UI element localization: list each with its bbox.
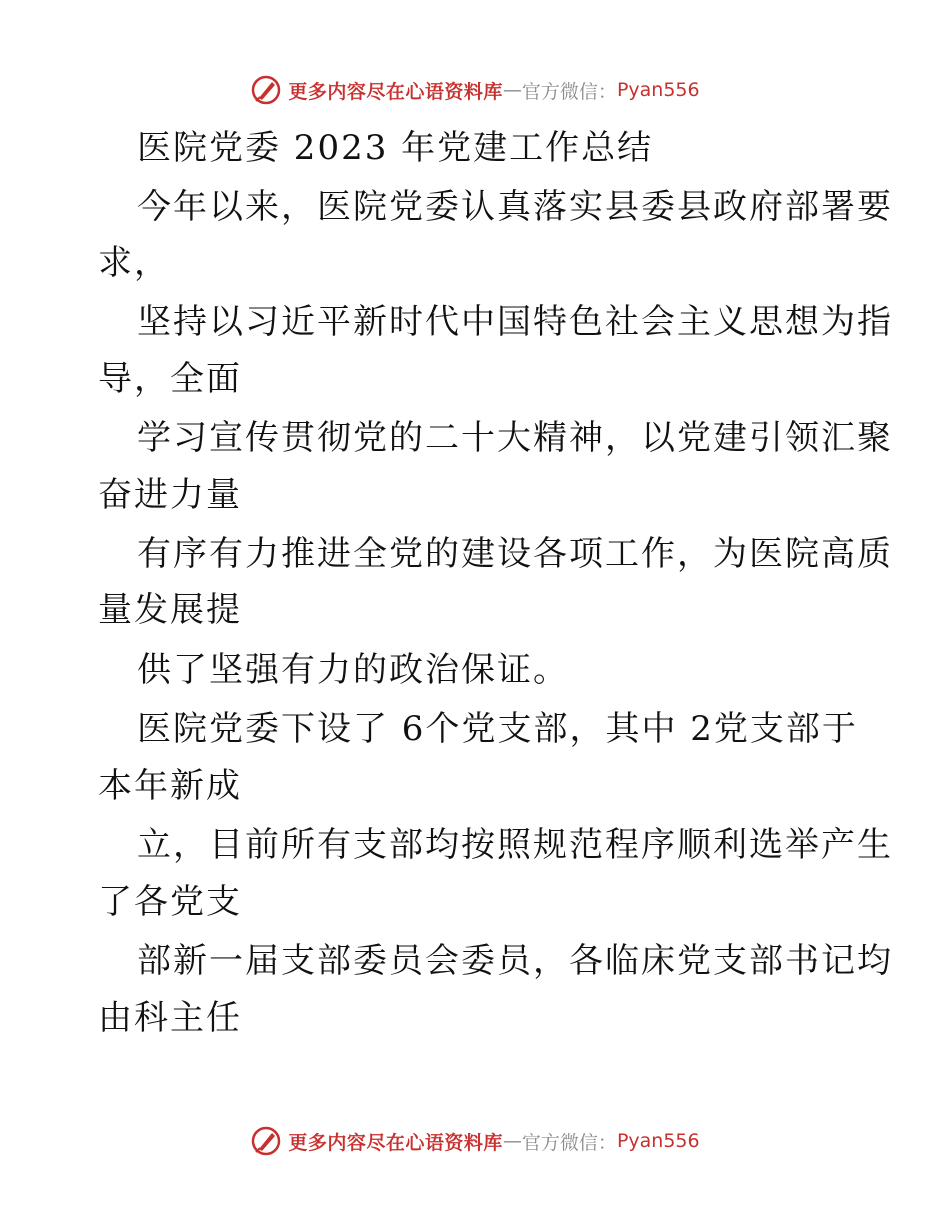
banner-wechat-label: 官方微信： [521, 80, 617, 103]
footer-banner [0, 1121, 950, 1161]
paragraph-line: 量发展提 [98, 590, 242, 630]
banner-separator: — [502, 1130, 522, 1152]
document-title: 医院党委 2023 年党建工作总结 [137, 128, 654, 168]
paragraph-line: 医院党委下设了 6个党支部，其中 2党支部于 [137, 709, 858, 749]
banner-separator: — [502, 79, 522, 101]
paragraph-line: 有序有力推进全党的建设各项工作，为医院高质 [137, 534, 893, 574]
paragraph-line: 学习宣传贯彻党的二十大精神，以党建引领汇聚 [137, 418, 893, 458]
paragraph-line: 供了坚强有力的政治保证。 [137, 650, 569, 690]
banner-site-name: 更多内容尽在心语资料库 [288, 1131, 503, 1154]
quill-logo-icon [250, 1125, 282, 1157]
paragraph-line: 了各党支 [98, 882, 242, 922]
header-banner [0, 70, 950, 110]
quill-logo-icon [250, 74, 282, 106]
paragraph-line: 导，全面 [98, 359, 242, 399]
paragraph-line: 求， [98, 243, 170, 283]
banner-wechat-id: Pyan556 [616, 1130, 700, 1152]
paragraph-line: 立，目前所有支部均按照规范程序顺利选举产生 [137, 825, 893, 865]
banner-site-name: 更多内容尽在心语资料库 [288, 80, 503, 103]
paragraph-line: 本年新成 [98, 766, 242, 806]
paragraph-line: 坚持以习近平新时代中国特色社会主义思想为指 [137, 302, 893, 342]
banner-wechat-label: 官方微信： [521, 1131, 617, 1154]
paragraph-line: 奋进力量 [98, 475, 242, 515]
paragraph-line: 由科主任 [98, 998, 242, 1038]
paragraph-line: 今年以来，医院党委认真落实县委县政府部署要 [137, 187, 893, 227]
banner-wechat-id: Pyan556 [616, 79, 700, 101]
paragraph-line: 部新一届支部委员会委员，各临床党支部书记均 [137, 941, 893, 981]
